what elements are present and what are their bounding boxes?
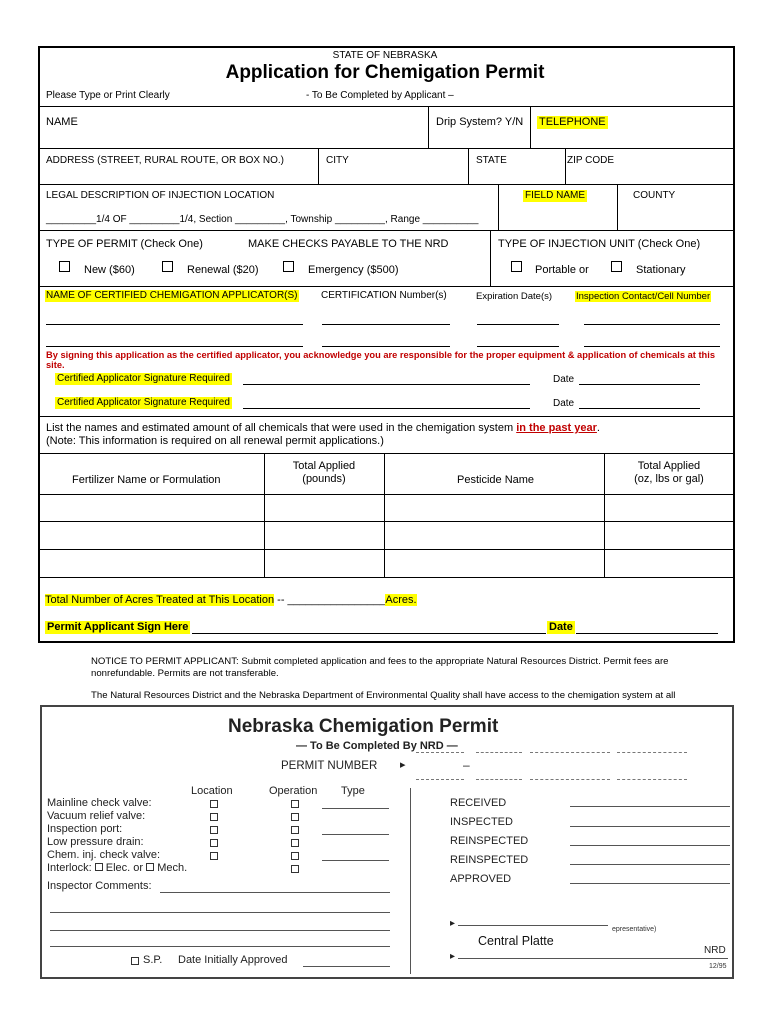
portable-checkbox[interactable] <box>511 261 522 272</box>
date-2-label: Date <box>553 398 575 409</box>
stationary-label: Stationary <box>636 264 686 276</box>
form-title: Application for Chemigation Permit <box>225 62 545 83</box>
date-approved-line[interactable] <box>303 966 390 967</box>
type-line[interactable] <box>322 808 389 809</box>
permit-number-field-3[interactable] <box>530 752 610 780</box>
signing-warning: By signing this application as the certified applicator, you acknowledge you are responsible for the proper equipment & application of chemicals at this site. <box>46 350 715 370</box>
interlock-row: Interlock: Elec. or Mech. <box>47 862 188 874</box>
permit-number-field[interactable] <box>416 752 464 780</box>
subtitle: - To Be Completed by Applicant – <box>306 90 454 101</box>
reinspected-2-line[interactable] <box>570 864 730 865</box>
item-low-pressure: Low pressure drain: <box>47 836 144 848</box>
zip-label: ZIP CODE <box>567 155 615 166</box>
date-approved-label: Date Initially Approved <box>178 954 288 966</box>
cert-number-label: CERTIFICATION Number(s) <box>321 290 447 301</box>
county-label: COUNTY <box>633 190 676 201</box>
location-header: Location <box>191 785 233 797</box>
city-label: CITY <box>326 155 349 166</box>
item-inspection-port: Inspection port: <box>47 823 123 835</box>
print-note: Please Type or Print Clearly <box>46 90 170 101</box>
type-line[interactable] <box>322 860 389 861</box>
nrd-label: NRD <box>704 945 726 956</box>
operation-checkbox[interactable] <box>291 852 299 860</box>
address-label: ADDRESS (STREET, RURAL ROUTE, OR BOX NO.) <box>46 155 284 166</box>
location-checkbox[interactable] <box>210 813 218 821</box>
type-header: Type <box>341 785 365 797</box>
applicant-date-label: Date <box>549 621 573 633</box>
date-1-line[interactable] <box>579 384 700 385</box>
location-checkbox[interactable] <box>210 826 218 834</box>
field-name-label: FIELD NAME <box>525 190 586 201</box>
col-total-oz-a: Total Applied <box>637 460 701 472</box>
location-checkbox[interactable] <box>210 800 218 808</box>
chemicals-note: (Note: This information is required on all renewal permit applications.) <box>46 435 384 447</box>
applicator-line-2[interactable] <box>46 346 303 347</box>
legal-description-line[interactable]: _________1/4 OF _________1/4, Section _________, Township _________, Range __________ <box>46 214 479 225</box>
reinspected-2-label: REINSPECTED <box>450 854 529 866</box>
legal-label: LEGAL DESCRIPTION OF INJECTION LOCATION <box>46 190 275 201</box>
col-total-pounds-b: (pounds) <box>302 473 346 485</box>
operation-checkbox[interactable] <box>291 839 299 847</box>
chemicals-intro: List the names and estimated amount of all chemicals that were used in the chemigation system in the past year. <box>46 422 600 434</box>
item-vacuum: Vacuum relief valve: <box>47 810 146 822</box>
comments-line[interactable] <box>160 892 390 893</box>
received-label: RECEIVED <box>450 797 507 809</box>
new-checkbox[interactable] <box>59 261 70 272</box>
nrd-arrow-icon: ▸ <box>450 951 456 962</box>
inspected-line[interactable] <box>570 826 730 827</box>
emergency-label: Emergency ($500) <box>308 264 399 276</box>
comments-line[interactable] <box>50 912 390 913</box>
signature-2-line[interactable] <box>243 408 530 409</box>
permit-type-label: TYPE OF PERMIT (Check One) <box>46 238 203 250</box>
received-line[interactable] <box>570 806 730 807</box>
permit-number-field-4[interactable] <box>617 752 687 780</box>
checks-payable-label: MAKE CHECKS PAYABLE TO THE NRD <box>248 238 449 250</box>
col-pesticide: Pesticide Name <box>457 474 535 486</box>
applicant-sign-label: Permit Applicant Sign Here <box>47 621 189 633</box>
sp-label: S.P. <box>143 954 163 966</box>
col-total-pounds-a: Total Applied <box>292 460 356 472</box>
emergency-checkbox[interactable] <box>283 261 294 272</box>
applicant-date-line[interactable] <box>576 633 718 634</box>
reinspected-1-line[interactable] <box>570 845 730 846</box>
item-chem-inj: Chem. inj. check valve: <box>47 849 161 861</box>
expiration-label: Expiration Date(s) <box>476 291 553 302</box>
applicant-sign-line[interactable] <box>192 633 546 634</box>
stationary-checkbox[interactable] <box>611 261 622 272</box>
operation-checkbox[interactable] <box>291 826 299 834</box>
nrd-title: Nebraska Chemigation Permit <box>228 716 499 737</box>
approved-label: APPROVED <box>450 873 512 885</box>
permit-number-label: PERMIT NUMBER <box>281 760 378 772</box>
inspected-label: INSPECTED <box>450 816 513 828</box>
revision-label: 12/95 <box>709 963 727 970</box>
name-field[interactable] <box>40 130 426 146</box>
permit-number-field-2[interactable] <box>476 752 522 780</box>
applicator-line-1[interactable] <box>46 324 303 325</box>
inspection-contact-label: Inspection Contact/Cell Number <box>576 291 711 302</box>
operation-checkbox[interactable] <box>291 800 299 808</box>
central-platte: Central Platte <box>478 934 554 948</box>
date-2-line[interactable] <box>579 408 700 409</box>
col-total-oz-b: (oz, lbs or gal) <box>634 473 704 485</box>
location-checkbox[interactable] <box>210 852 218 860</box>
injection-type-label: TYPE OF INJECTION UNIT (Check One) <box>498 238 701 250</box>
inspector-comments-label: Inspector Comments: <box>47 880 152 892</box>
item-mainline: Mainline check valve: <box>47 797 152 809</box>
mech-checkbox[interactable] <box>146 863 154 871</box>
operation-header: Operation <box>269 785 318 797</box>
access-notice: The Natural Resources District and the Nebraska Department of Environmental Quality shall have access to the chemigation system at all <box>91 690 676 701</box>
permit-dash: – <box>463 758 470 772</box>
drip-label: Drip System? Y/N <box>436 116 524 128</box>
operation-checkbox[interactable] <box>291 813 299 821</box>
sp-checkbox[interactable] <box>131 957 139 965</box>
state-label: STATE OF NEBRASKA <box>332 50 438 61</box>
comments-line[interactable] <box>50 930 390 931</box>
signature-2-label: Certified Applicator Signature Required <box>57 397 230 408</box>
applicator-name-label: NAME OF CERTIFIED CHEMIGATION APPLICATOR(S) <box>46 290 298 301</box>
nrd-line[interactable] <box>458 958 728 959</box>
telephone-label: TELEPHONE <box>539 116 606 128</box>
signature-1-line[interactable] <box>243 384 530 385</box>
signature-1-label: Certified Applicator Signature Required <box>57 373 230 384</box>
permit-arrow-icon: ▸ <box>400 759 406 771</box>
operation-checkbox[interactable] <box>291 865 299 873</box>
name-label: NAME <box>46 116 78 128</box>
renewal-label: Renewal ($20) <box>187 264 259 276</box>
representative-label: epresentative) <box>612 926 657 933</box>
nrd-subtitle: — To Be Completed By NRD — <box>296 740 458 752</box>
comments-line[interactable] <box>50 946 390 947</box>
notice-text: NOTICE TO PERMIT APPLICANT: Submit completed application and fees to the appropriate Natural Resources District. Permit fees are nonrefundable. Permits are not transferable. <box>91 656 669 679</box>
state-field-label: STATE <box>476 155 507 166</box>
approved-line[interactable] <box>570 883 730 884</box>
type-line[interactable] <box>322 834 389 835</box>
location-checkbox[interactable] <box>210 839 218 847</box>
table-row[interactable] <box>39 549 734 550</box>
date-1-label: Date <box>553 374 575 385</box>
reinspected-1-label: REINSPECTED <box>450 835 529 847</box>
portable-label: Portable or <box>535 264 589 276</box>
new-label: New ($60) <box>84 264 135 276</box>
representative-line[interactable] <box>458 925 608 926</box>
table-row[interactable] <box>39 521 734 522</box>
rep-arrow-icon: ▸ <box>450 918 456 929</box>
elec-checkbox[interactable] <box>95 863 103 871</box>
acres-row: Total Number of Acres Treated at This Location -- ________________Acres. <box>45 594 417 606</box>
renewal-checkbox[interactable] <box>162 261 173 272</box>
col-fertilizer: Fertilizer Name or Formulation <box>72 474 221 486</box>
